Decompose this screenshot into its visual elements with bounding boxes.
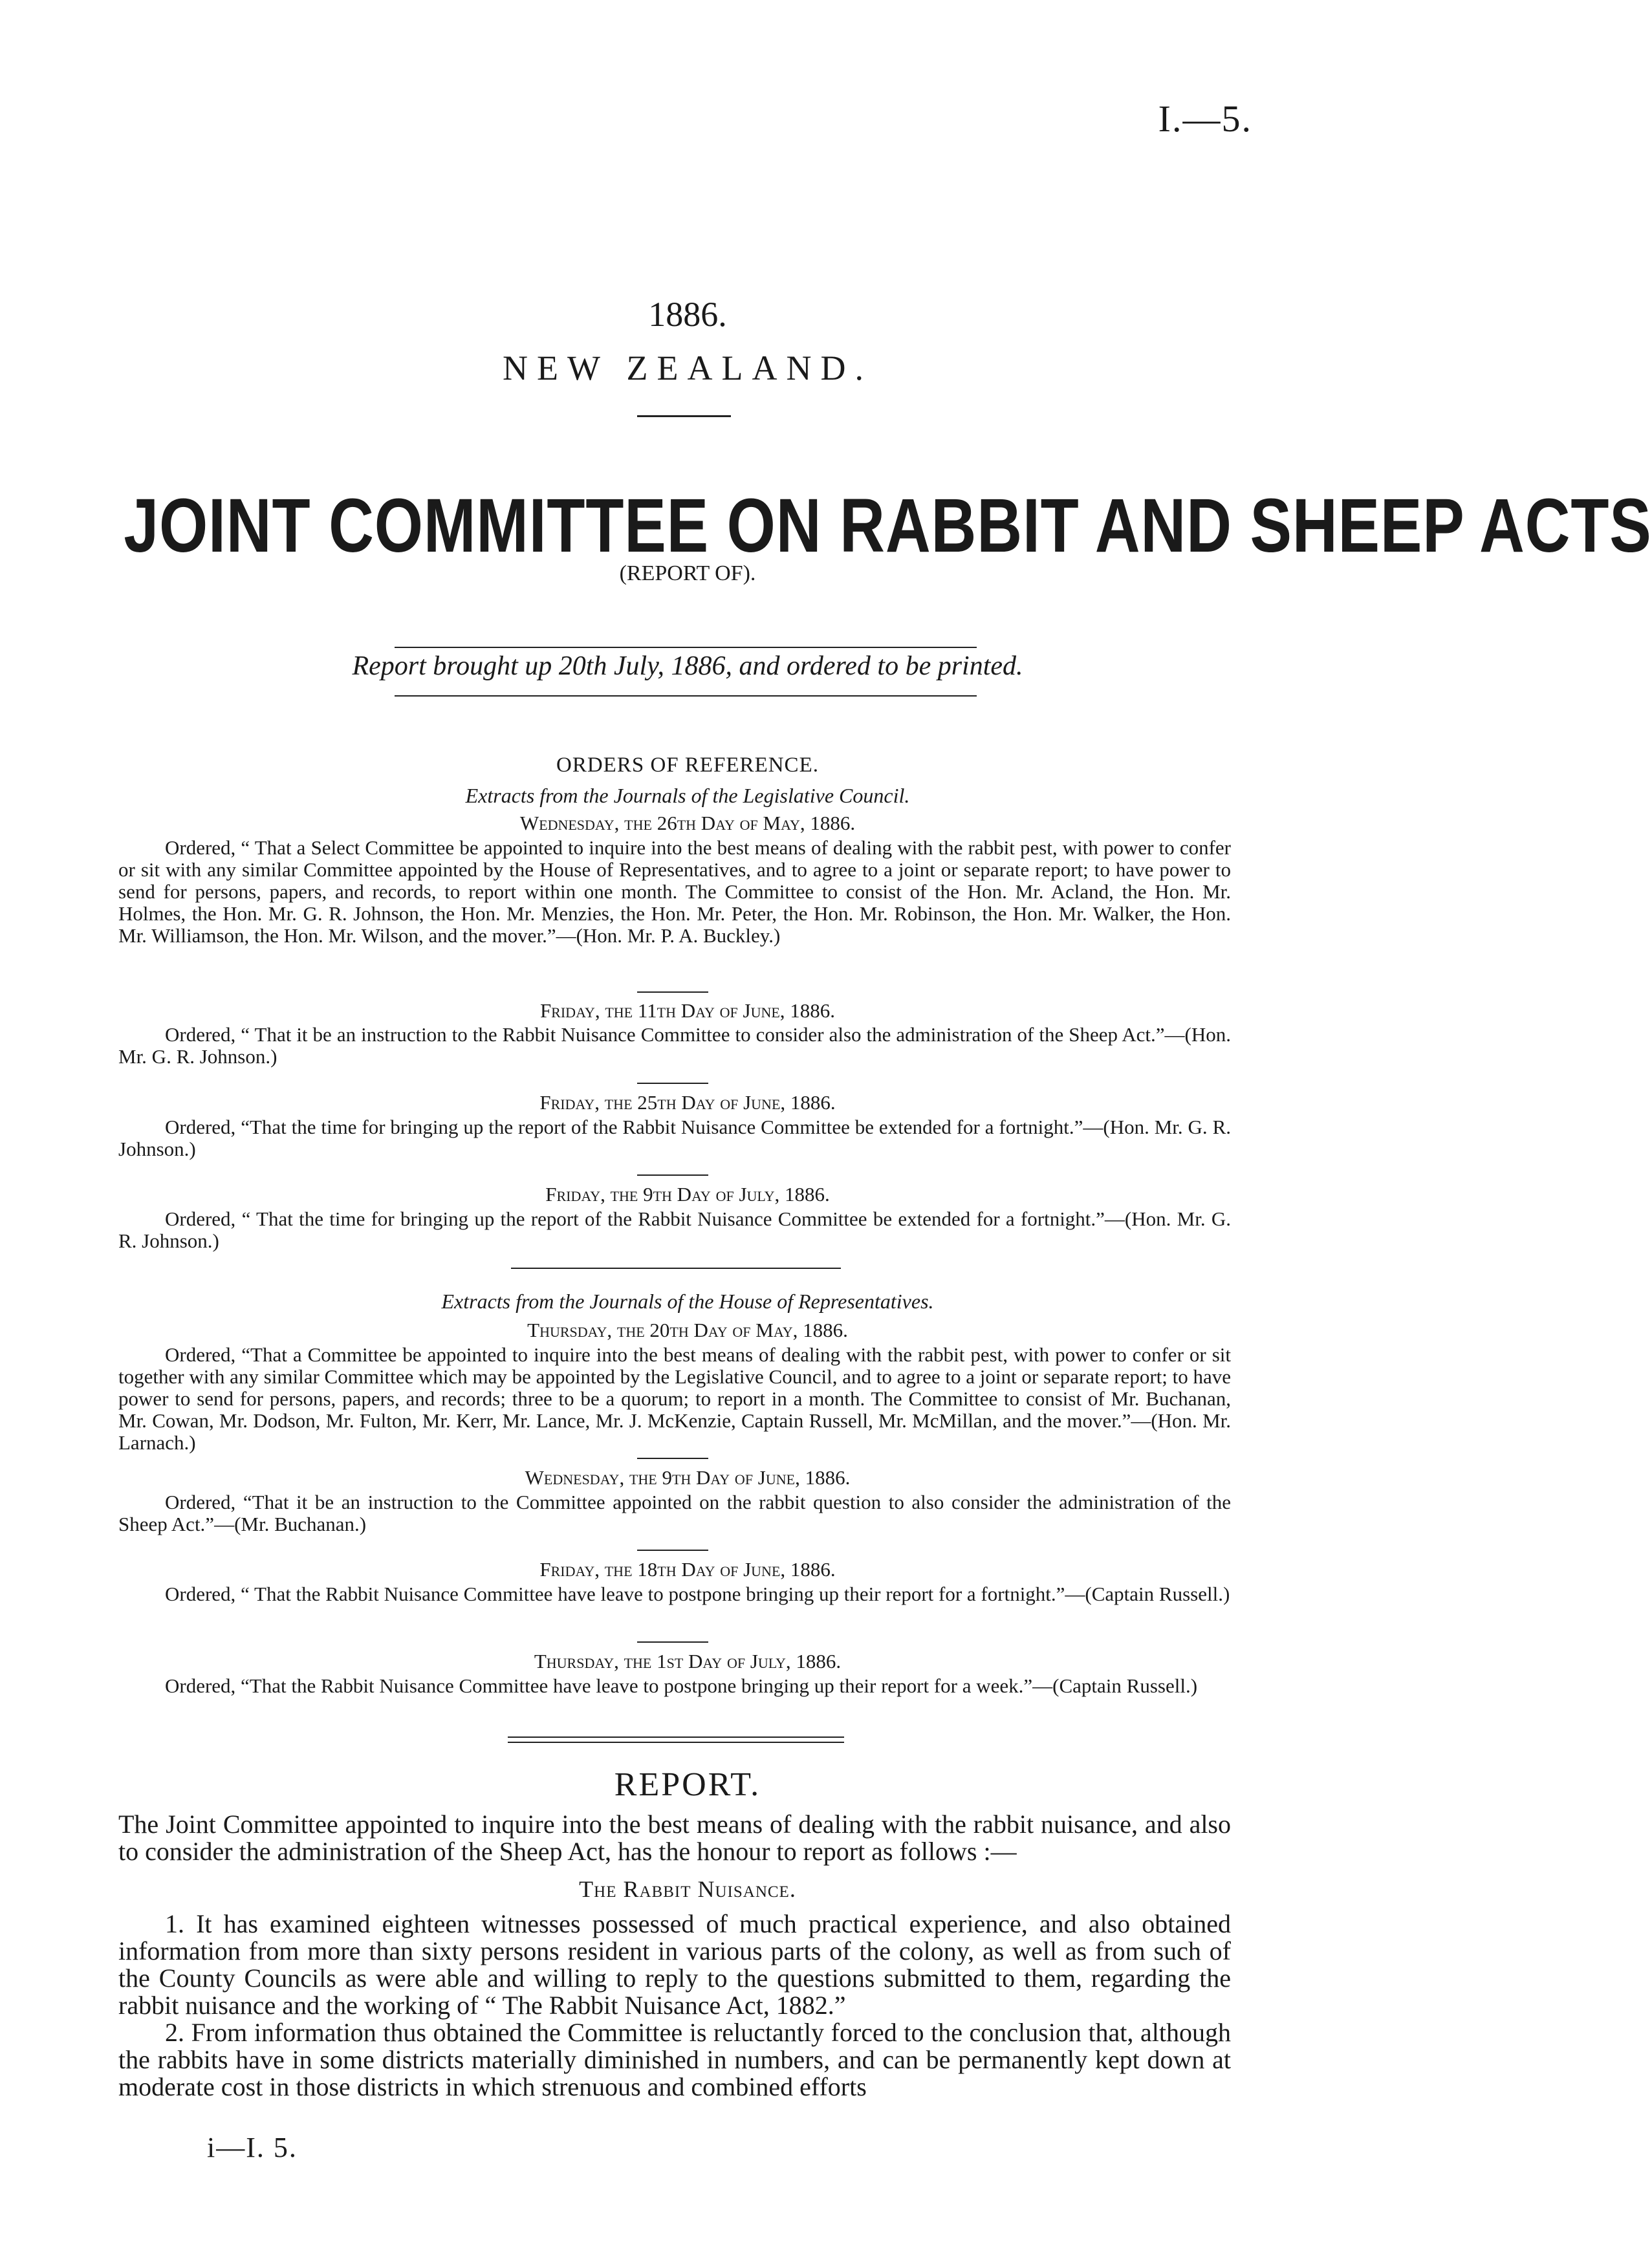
order-date: Thursday, the 1st Day of July, 1886. xyxy=(534,1650,842,1672)
divider xyxy=(511,1268,841,1269)
divider xyxy=(637,1083,708,1084)
divider xyxy=(637,1550,708,1551)
order-text: Ordered, “ That a Select Committee be appointed to inquire into the best means of dealing with the rabbit pest, with power to confer or sit with any similar Committee appointed by the House of Representatives, and to agree to a joint or separate report; to have power to send for persons, papers, and records, to report within one month. The Committee to consist of the Hon. Mr. Acland, the Hon. Mr. Holmes, the Hon. Mr. G. R. Johnson, the Hon. Mr. Menzies, the Hon. Mr. Peter, the Hon. Mr. Robinson, the Hon. Mr. Walker, the Hon. Mr. Williamson, the Hon. Mr. Wilson, and the mover.”—(Hon. Mr. P. A. Buckley.) xyxy=(118,836,1231,947)
order-date: Wednesday, the 26th Day of May, 1886. xyxy=(519,812,856,834)
order-date: Friday, the 25th Day of June, 1886. xyxy=(539,1091,836,1114)
council-extracts-heading: Extracts from the Journals of the Legislative Council. xyxy=(465,784,910,807)
divider xyxy=(508,1736,844,1738)
report-heading: REPORT. xyxy=(614,1766,761,1803)
order-text: Ordered, “That the time for bringing up the report of the Rabbit Nuisance Committee be extended for a fortnight.”—(Hon. Mr. G. R. Johnson.) xyxy=(118,1116,1231,1160)
report-intro: The Joint Committee appointed to inquire into the best means of dealing with the rabbit nuisance, and also to consider the administration of the Sheep Act, has the honour to report as follows :— xyxy=(118,1810,1231,1866)
order-date: Wednesday, the 9th Day of June, 1886. xyxy=(525,1466,851,1489)
order-text: Ordered, “That it be an instruction to the Committee appointed on the rabbit question to also consider the administration of the Sheep Act.”—(Mr. Buchanan.) xyxy=(118,1491,1231,1535)
order-date: Friday, the 18th Day of June, 1886. xyxy=(539,1558,836,1581)
divider xyxy=(637,1174,708,1176)
year: 1886. xyxy=(648,295,727,334)
order-text: Ordered, “ That it be an instruction to the Rabbit Nuisance Committee to consider also the administration of the Sheep Act.”—(Hon. Mr. G. R. Johnson.) xyxy=(118,1023,1231,1068)
order-text: Ordered, “That a Committee be appointed to inquire into the best means of dealing with the rabbit pest, with power to confer or sit together with any similar Committee which may be appointed by the Legislative Council, and to agree to a joint or separate report; to have power to send for persons, papers, and records; three to be a quorum; to report in a month. The Committee to consist of Mr. Buchanan, Mr. Cowan, Mr. Dodson, Mr. Fulton, Mr. Kerr, Mr. Lance, Mr. J. McKenzie, Captain Russell, Mr. McMillan, and the mover.”—(Hon. Mr. Larnach.) xyxy=(118,1343,1232,1454)
report-paragraph-1: 1. It has examined eighteen witnesses possessed of much practical experience, and also obtained information from more than sixty persons resident in various parts of the colony, as well as from such of the County Councils as were able and willing to reply to the questions submitted to them, regarding the rabbit nuisance and the working of “ The Rabbit Nuisance Act, 1882.” xyxy=(118,1909,1231,2020)
divider xyxy=(395,647,977,648)
divider xyxy=(637,1458,708,1459)
divider xyxy=(508,1742,844,1743)
signature-mark: i—I. 5. xyxy=(207,2132,298,2163)
house-extracts-heading: Extracts from the Journals of the House of Representatives. xyxy=(441,1290,934,1313)
report-paragraph-2: 2. From information thus obtained the Committee is reluctantly forced to the conclusion that, although the rabbits have in some districts materially diminished in numbers, and can be permanently kept down at moderate cost in those districts in which strenuous and combined efforts xyxy=(118,2018,1231,2101)
divider xyxy=(637,991,708,993)
order-date: Thursday, the 20th Day of May, 1886. xyxy=(527,1319,848,1341)
report-brought-up: Report brought up 20th July, 1886, and ordered to be printed. xyxy=(352,651,1023,681)
document-subtitle: (REPORT OF). xyxy=(619,561,756,585)
divider xyxy=(637,1641,708,1643)
orders-heading: ORDERS OF REFERENCE. xyxy=(556,753,819,777)
country-heading: NEW ZEALAND. xyxy=(503,349,873,387)
divider xyxy=(637,415,731,417)
document-title: JOINT COMMITTEE ON RABBIT AND SHEEP ACTS xyxy=(124,483,1652,568)
rabbit-nuisance-heading: The Rabbit Nuisance. xyxy=(579,1876,796,1902)
order-text: Ordered, “ That the time for bringing up the report of the Rabbit Nuisance Committee be extended for a fortnight.”—(Hon. Mr. G. R. Johnson.) xyxy=(118,1207,1231,1252)
order-text: Ordered, “That the Rabbit Nuisance Committee have leave to postpone bringing up their report for a week.”—(Captain Russell.) xyxy=(165,1674,1198,1697)
order-date: Friday, the 9th Day of July, 1886. xyxy=(545,1183,830,1206)
page-reference: I.—5. xyxy=(1158,98,1252,140)
divider xyxy=(395,695,977,697)
order-text: Ordered, “ That the Rabbit Nuisance Committee have leave to postpone bringing up their report for a fortnight.”—(Captain Russell.) xyxy=(165,1583,1230,1605)
order-date: Friday, the 11th Day of June, 1886. xyxy=(539,999,836,1022)
